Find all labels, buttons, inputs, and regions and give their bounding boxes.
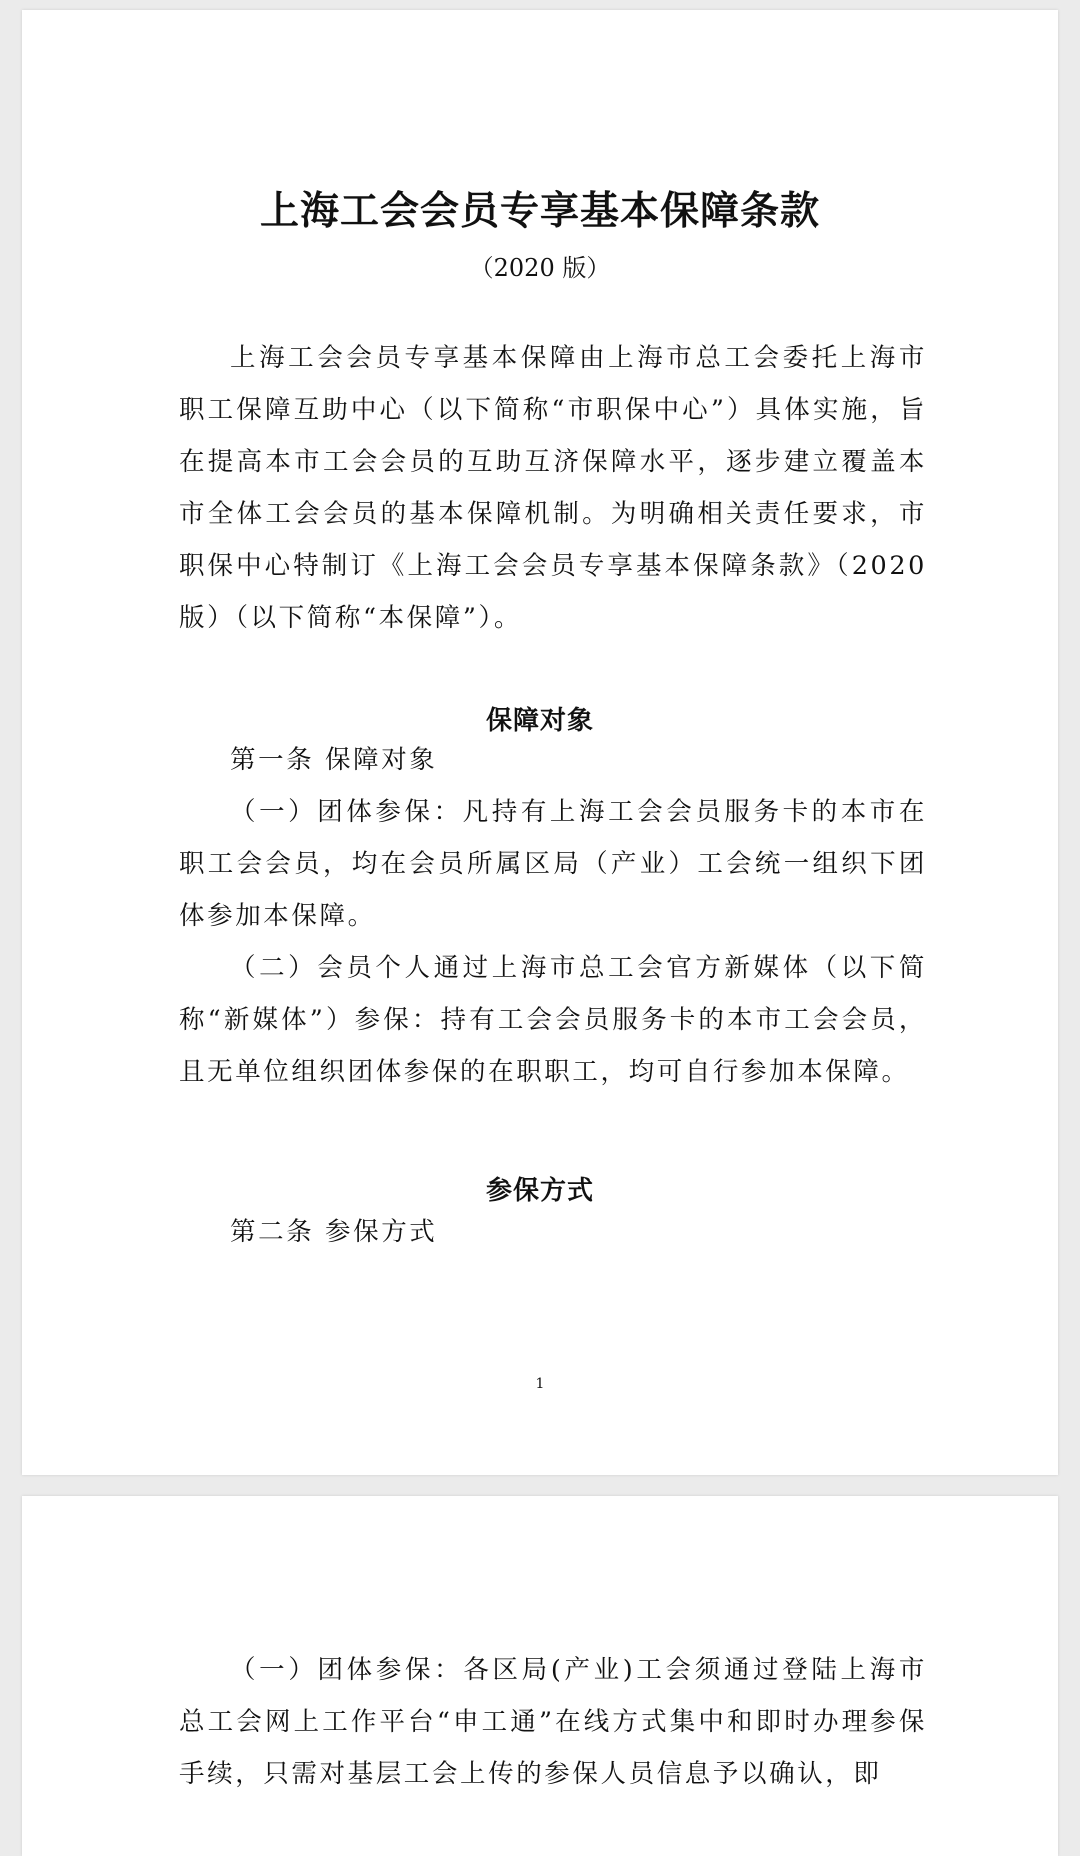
section2-body (179, 1206, 927, 1258)
article-1-item-2: （二）会员个人通过上海市总工会官方新媒体（以下简称“新媒体”）参保：持有工会会员服务卡的本市工会会员，且无单位组织团体参保的在职职工，均可自行参加本保障。 (179, 953, 927, 1087)
section-heading-enrollment: 参保方式 (485, 1176, 594, 1206)
section1-body (179, 734, 927, 1098)
article-2-title: 第二条 参保方式 (230, 1217, 438, 1247)
intro-paragraph: 上海工会会员专享基本保障由上海市总工会委托上海市职工保障互助中心（以下简称“市职保中心”）具体实施，旨在提高本市工会会员的互助互济保障水平，逐步建立覆盖本市全体工会会员的基本保障机制。为明确相关责任要求，市职保中心特制订《上海工会会员专享基本保障条款》（2020版）（以下简称“本保障”）。 (179, 343, 927, 633)
page-number: 1 (535, 1376, 545, 1392)
document-page-1 (22, 10, 1058, 1475)
section-heading-coverage: 保障对象 (485, 706, 594, 736)
article-1-title: 第一条 保障对象 (230, 745, 438, 775)
page2-body (179, 1644, 927, 1800)
intro-block (179, 332, 927, 644)
article-1-item-1: （一）团体参保：凡持有上海工会会员服务卡的本市在职工会会员，均在会员所属区局（产业）工会统一组织下团体参加本保障。 (179, 797, 927, 931)
document-title: 上海工会会员专享基本保障条款 (259, 189, 820, 234)
article-2-item-1: （一）团体参保：各区局(产业)工会须通过登陆上海市总工会网上工作平台“申工通”在线方式集中和即时办理参保手续，只需对基层工会上传的参保人员信息予以确认，即 (179, 1655, 927, 1789)
document-page-2 (22, 1496, 1058, 1856)
document-subtitle: （2020 版） (469, 254, 611, 282)
